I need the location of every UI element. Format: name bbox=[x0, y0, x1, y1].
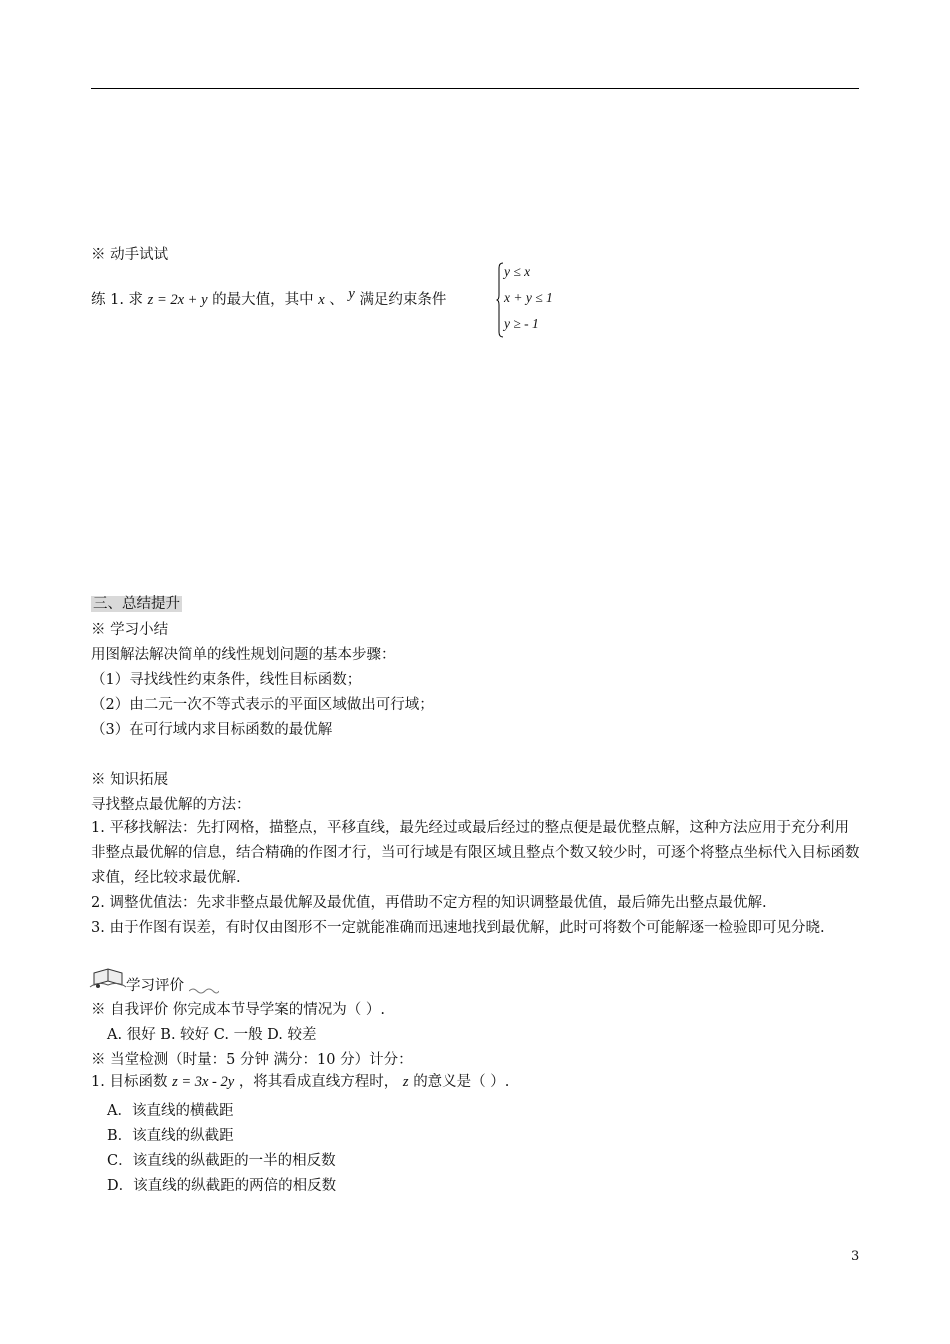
question-mid: ，将其看成直线方程时， bbox=[238, 1074, 399, 1090]
exercise-prefix: 练 1. 求 bbox=[91, 292, 144, 308]
in-class-test: ※ 当堂检测（时量：5 分钟 满分：10 分）计分： bbox=[91, 1052, 413, 1068]
exercise-suffix: 满足约束条件 bbox=[359, 292, 447, 308]
self-evaluation-options: A. 很好 B. 较好 C. 一般 D. 较差 bbox=[107, 1027, 317, 1043]
section-study-summary: ※ 学习小结 bbox=[91, 622, 169, 638]
wave-decoration-icon bbox=[189, 985, 219, 995]
section-try: ※ 动手试试 bbox=[91, 247, 169, 263]
section-summary-heading bbox=[91, 594, 182, 614]
exercise-1 bbox=[91, 286, 447, 310]
summary-step-3: （3）在可行域内求目标函数的最优解 bbox=[91, 722, 333, 738]
extension-item-3: 3. 由于作图有误差，有时仅由图形不一定就能准确而迅速地找到最优解，此时可将数个可能解逐一检验即可见分晓. bbox=[91, 920, 825, 936]
choice-a: A．该直线的横截距 bbox=[107, 1103, 234, 1119]
summary-heading-text: 三、总结提升 bbox=[93, 596, 180, 612]
constraint-system bbox=[496, 262, 576, 338]
question-prefix: 1. 目标函数 bbox=[91, 1074, 168, 1090]
section-knowledge: ※ 知识拓展 bbox=[91, 772, 169, 788]
question-1 bbox=[91, 1072, 509, 1092]
choice-b: B．该直线的纵截距 bbox=[107, 1128, 234, 1144]
choice-c: C．该直线的纵截距的一半的相反数 bbox=[107, 1153, 336, 1169]
extension-item-1: 1. 平移找解法：先打网格，描整点，平移直线，最先经过或最后经过的整点便是最优整点解，这种方法应用于充分利用非整点最优解的信息，结合精确的作图才行，当可行域是有限区域且整点个数又较少时，可逐个将整点坐标代入目标函数求值，经比较求最优解. bbox=[91, 820, 860, 886]
choice-d: D．该直线的纵截距的两倍的相反数 bbox=[107, 1178, 337, 1194]
left-brace-icon bbox=[496, 262, 504, 338]
question-expression: z = 3x - 2y bbox=[172, 1074, 235, 1090]
evaluation-title bbox=[126, 974, 219, 995]
summary-intro: 用图解法解决简单的线性规划问题的基本步骤： bbox=[91, 647, 396, 663]
exercise-expression: z = 2x + y bbox=[147, 292, 208, 308]
evaluation-title-text: 学习评价 bbox=[126, 978, 184, 994]
constraint-2: x + y ≤ 1 bbox=[504, 290, 553, 305]
summary-step-2: （2）由二元一次不等式表示的平面区域做出可行域； bbox=[91, 697, 434, 713]
exercise-var-y: y bbox=[348, 286, 355, 302]
book-icon bbox=[88, 965, 128, 991]
constraint-1: y ≤ x bbox=[504, 264, 531, 279]
exercise-sep: 、 bbox=[329, 292, 344, 308]
summary-step-1: （1）寻找线性约束条件，线性目标函数； bbox=[91, 672, 362, 688]
extension-intro: 寻找整点最优解的方法： bbox=[91, 797, 251, 813]
exercise-var-x: x bbox=[318, 292, 325, 308]
question-var-z: z bbox=[402, 1074, 409, 1090]
self-evaluation: ※ 自我评价 你完成本节导学案的情况为（ ）. bbox=[91, 1002, 385, 1018]
page-number: 3 bbox=[851, 1249, 860, 1264]
question-suffix: 的意义是（ ）. bbox=[413, 1074, 510, 1090]
extension-item-2: 2. 调整优值法：先求非整点最优解及最优值，再借助不定方程的知识调整最优值，最后筛先出整点最优解. bbox=[91, 895, 767, 911]
exercise-mid: 的最大值，其中 bbox=[212, 292, 314, 308]
constraint-3: y ≥ - 1 bbox=[504, 316, 539, 331]
header-rule bbox=[91, 88, 859, 89]
